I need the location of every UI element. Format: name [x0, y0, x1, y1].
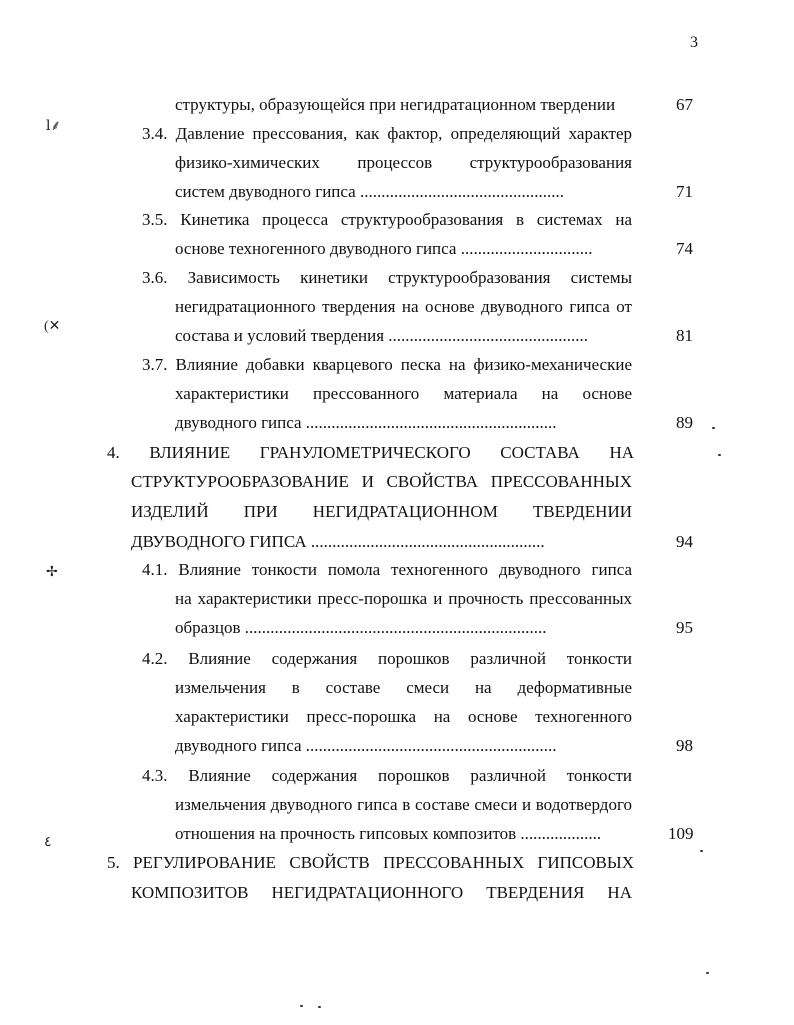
toc-page-number: 95: [676, 618, 693, 637]
toc-line: 3.5. Кинетика процесса структурообразования в системах на: [142, 210, 632, 229]
toc-line: структуры, образующейся при негидратационном твердении: [175, 95, 616, 114]
toc-line: негидратационного твердения на основе двуводного гипса от: [175, 297, 632, 316]
margin-mark: ٤: [44, 835, 52, 850]
toc-line: основе техногенного двуводного гипса ...............................: [175, 239, 593, 258]
toc-line: 4.1. Влияние тонкости помола техногенного двуводного гипса: [142, 560, 632, 579]
toc-line: 3.7. Влияние добавки кварцевого песка на физико-механические: [142, 355, 632, 374]
toc-line: состава и условий твердения ...............................................: [175, 326, 589, 345]
toc-line: 3.6. Зависимость кинетики структурообразования системы: [142, 268, 632, 287]
margin-mark: (✕: [44, 319, 61, 334]
toc-page-number: 81: [676, 326, 693, 345]
scan-speck: [712, 427, 715, 429]
toc-page-number: 94: [676, 532, 693, 551]
margin-mark: ✢: [46, 565, 58, 580]
toc-line: систем двуводного гипса ................................................: [175, 182, 564, 201]
toc-line: измельчения двуводного гипса в составе смеси и водотвердого: [175, 795, 632, 814]
toc-line: измельчения в составе смеси на деформативные: [175, 678, 632, 697]
scan-speck: [318, 1006, 321, 1008]
toc-chapter-line: ДВУВОДНОГО ГИПСА .......................................................: [131, 532, 545, 551]
toc-line: 4.2. Влияние содержания порошков различной тонкости: [142, 649, 632, 668]
toc-chapter-line: КОМПОЗИТОВ НЕГИДРАТАЦИОННОГО ТВЕРДЕНИЯ НА: [131, 883, 632, 902]
toc-page-number: 71: [676, 182, 693, 201]
toc-page-number: 109: [668, 824, 694, 843]
toc-page-number: 74: [676, 239, 693, 258]
toc-line: характеристики прессованного материала на основе: [175, 384, 632, 403]
toc-chapter-line: 4. ВЛИЯНИЕ ГРАНУЛОМЕТРИЧЕСКОГО СОСТАВА НА: [107, 443, 634, 462]
toc-line: характеристики пресс-порошка на основе техногенного: [175, 707, 632, 726]
page-number: 3: [690, 34, 698, 51]
toc-line: двуводного гипса ...........................................................: [175, 736, 557, 755]
toc-page-number: 98: [676, 736, 693, 755]
toc-line: двуводного гипса ...........................................................: [175, 413, 557, 432]
scan-speck: [700, 850, 703, 852]
toc-line: на характеристики пресс-порошка и прочность прессованных: [175, 589, 632, 608]
scan-speck: [300, 1005, 303, 1007]
toc-page-number: 67: [676, 95, 693, 114]
scan-speck: [718, 454, 721, 456]
toc-page-number: 89: [676, 413, 693, 432]
toc-line: физико-химических процессов структурообразования: [175, 153, 632, 172]
scan-speck: [706, 972, 709, 974]
margin-mark: ⅼ⸙: [46, 119, 61, 134]
toc-line: 4.3. Влияние содержания порошков различной тонкости: [142, 766, 632, 785]
toc-chapter-line: 5. РЕГУЛИРОВАНИЕ СВОЙСТВ ПРЕССОВАННЫХ ГИПСОВЫХ: [107, 853, 634, 872]
toc-chapter-line: ИЗДЕЛИЙ ПРИ НЕГИДРАТАЦИОННОМ ТВЕРДЕНИИ: [131, 502, 632, 521]
toc-line: отношения на прочность гипсовых композитов ...................: [175, 824, 602, 843]
toc-line: образцов .......................................................................: [175, 618, 547, 637]
toc-chapter-line: СТРУКТУРООБРАЗОВАНИЕ И СВОЙСТВА ПРЕССОВАННЫХ: [131, 472, 632, 491]
toc-line: 3.4. Давление прессования, как фактор, определяющий характер: [142, 124, 632, 143]
